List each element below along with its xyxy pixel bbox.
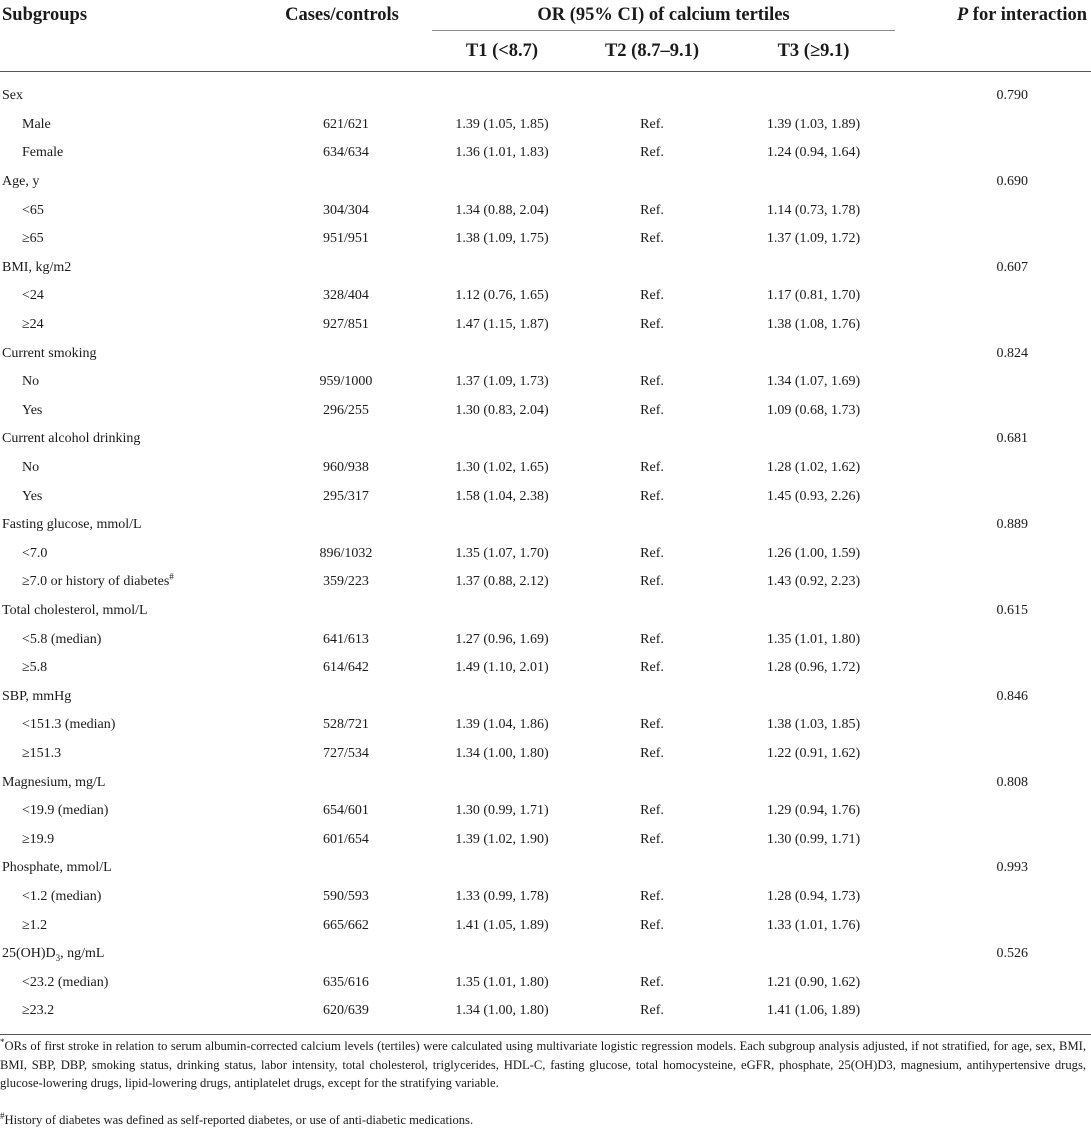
- cases-controls-cell: 960/938: [323, 460, 369, 476]
- t3-cell: 1.24 (0.94, 1.64): [766, 145, 861, 161]
- t3-cell: 1.17 (0.81, 1.70): [766, 288, 861, 304]
- subgroup-label-text: ≥1.2: [22, 917, 48, 933]
- header-cases-controls: Cases/controls: [285, 4, 399, 25]
- subgroup-label-text: Male: [22, 116, 51, 132]
- cases-controls-cell: 927/851: [323, 317, 369, 333]
- cases-controls-cell: [260, 511, 432, 540]
- t2-cell: Ref.: [640, 660, 664, 676]
- p-interaction-cell: [895, 883, 1091, 912]
- t1-cell: [432, 854, 572, 883]
- p-interaction-cell: [895, 968, 1091, 997]
- t3-cell: 1.21 (0.90, 1.62): [766, 974, 861, 990]
- p-interaction-cell: 0.790: [996, 88, 1029, 104]
- group-label-text: 25(OH)D: [2, 946, 56, 962]
- cases-controls-cell: 528/721: [323, 717, 369, 733]
- t1-cell: [432, 339, 572, 368]
- cases-controls-cell: 959/1000: [319, 374, 373, 390]
- p-interaction-cell: [895, 225, 1091, 254]
- t2-cell: [572, 254, 732, 283]
- p-interaction-cell: 0.824: [996, 345, 1029, 361]
- group-label-text: Fasting glucose, mmol/L: [2, 517, 142, 533]
- group-label-text: BMI, kg/m2: [2, 259, 72, 275]
- t1-cell: 1.30 (1.02, 1.65): [455, 460, 549, 476]
- t3-cell: [732, 768, 895, 797]
- t1-cell: 1.37 (0.88, 2.12): [455, 574, 549, 590]
- subgroup-label: [0, 740, 260, 769]
- subgroup-label: [0, 368, 260, 397]
- subgroup-row: [0, 568, 1091, 597]
- t3-cell: 1.39 (1.03, 1.89): [766, 116, 861, 132]
- p-interaction-cell: [895, 625, 1091, 654]
- cases-controls-cell: 601/654: [323, 831, 369, 847]
- header-t2: T2 (8.7–9.1): [604, 40, 700, 61]
- subgroup-row: [0, 997, 1091, 1026]
- subgroup-row: [0, 711, 1091, 740]
- subgroup-row: [0, 883, 1091, 912]
- cases-controls-cell: 634/634: [323, 145, 369, 161]
- group-label-tail: , ng/mL: [60, 946, 105, 962]
- group-row: [0, 254, 1091, 283]
- cases-controls-cell: 727/534: [323, 745, 369, 761]
- group-label: [0, 940, 260, 969]
- t3-cell: 1.34 (1.07, 1.69): [766, 374, 861, 390]
- subgroup-label: [0, 711, 260, 740]
- cases-controls-cell: [260, 168, 432, 197]
- t3-cell: [732, 511, 895, 540]
- subgroup-label-text: Female: [22, 145, 64, 161]
- subgroup-label: [0, 397, 260, 426]
- t2-cell: Ref.: [640, 374, 664, 390]
- subgroup-row: [0, 825, 1091, 854]
- p-interaction-cell: 0.889: [996, 517, 1029, 533]
- t1-cell: [432, 511, 572, 540]
- subgroup-label-text: <1.2 (median): [22, 888, 102, 904]
- t2-cell: Ref.: [640, 231, 664, 247]
- group-row: [0, 82, 1091, 111]
- group-label-text: Magnesium, mg/L: [2, 774, 106, 790]
- p-interaction-cell: [895, 311, 1091, 340]
- p-interaction-cell: [895, 540, 1091, 569]
- group-label-text: Sex: [2, 88, 23, 104]
- subgroup-label: [0, 311, 260, 340]
- t1-cell: 1.34 (1.00, 1.80): [455, 745, 549, 761]
- t3-cell: [732, 82, 895, 111]
- group-label: [0, 682, 260, 711]
- t2-cell: [572, 425, 732, 454]
- p-interaction-cell: 0.681: [996, 431, 1029, 447]
- subgroup-row: [0, 454, 1091, 483]
- t1-cell: 1.35 (1.01, 1.80): [455, 974, 549, 990]
- cases-controls-cell: 296/255: [323, 402, 369, 418]
- subgroup-label: [0, 282, 260, 311]
- subgroup-label-text: Yes: [22, 402, 43, 418]
- p-interaction-cell: [895, 368, 1091, 397]
- cases-controls-cell: 295/317: [323, 488, 369, 504]
- t3-cell: [732, 597, 895, 626]
- t1-cell: 1.34 (0.88, 2.04): [455, 202, 549, 218]
- header-p-rest: for interaction: [968, 4, 1088, 25]
- table-body: [0, 82, 1091, 1026]
- group-row: [0, 168, 1091, 197]
- subgroup-row: [0, 654, 1091, 683]
- p-interaction-cell: [895, 825, 1091, 854]
- t1-cell: [432, 682, 572, 711]
- subgroup-row: [0, 968, 1091, 997]
- group-label-subscript: 3: [55, 952, 61, 963]
- subgroup-label-text: <65: [22, 202, 44, 218]
- subgroup-label-text: No: [22, 374, 40, 390]
- t3-cell: [732, 168, 895, 197]
- subgroup-label-text: ≥19.9: [22, 831, 55, 847]
- group-label: [0, 254, 260, 283]
- subgroup-label: [0, 911, 260, 940]
- t2-cell: Ref.: [640, 574, 664, 590]
- cases-controls-cell: 620/639: [323, 1003, 369, 1019]
- subgroup-label-text: ≥65: [22, 231, 44, 247]
- cases-controls-cell: 304/304: [323, 202, 369, 218]
- t3-cell: 1.45 (0.93, 2.26): [766, 488, 861, 504]
- cases-controls-cell: 951/951: [323, 231, 369, 247]
- t2-cell: Ref.: [640, 488, 664, 504]
- subgroup-row: [0, 625, 1091, 654]
- p-interaction-cell: [895, 454, 1091, 483]
- t1-cell: 1.49 (1.10, 2.01): [455, 660, 549, 676]
- t3-cell: 1.38 (1.08, 1.76): [766, 317, 861, 333]
- subgroup-label-text: ≥24: [22, 317, 44, 333]
- subgroup-label-text: ≥151.3: [22, 745, 62, 761]
- t3-cell: 1.38 (1.03, 1.85): [766, 717, 861, 733]
- header-p-interaction: [895, 0, 1091, 31]
- subgroup-label: [0, 111, 260, 140]
- t2-cell: Ref.: [640, 545, 664, 561]
- t2-cell: Ref.: [640, 831, 664, 847]
- header-t3: T3 (≥9.1): [777, 40, 850, 61]
- cases-controls-cell: [260, 682, 432, 711]
- t2-cell: [572, 339, 732, 368]
- p-interaction-cell: [895, 111, 1091, 140]
- p-interaction-cell: [895, 797, 1091, 826]
- t3-cell: [732, 254, 895, 283]
- cases-controls-cell: [260, 768, 432, 797]
- subgroup-label: [0, 625, 260, 654]
- group-row: [0, 511, 1091, 540]
- group-label: [0, 768, 260, 797]
- t1-cell: [432, 425, 572, 454]
- footnote-adjustment: [0, 1037, 1086, 1093]
- cases-controls-cell: 635/616: [323, 974, 369, 990]
- subgroup-label-text: <5.8 (median): [22, 631, 102, 647]
- cases-controls-cell: [260, 940, 432, 969]
- t1-cell: 1.12 (0.76, 1.65): [455, 288, 549, 304]
- t1-cell: 1.39 (1.04, 1.86): [455, 717, 549, 733]
- cases-controls-cell: [260, 854, 432, 883]
- t3-cell: 1.30 (0.99, 1.71): [766, 831, 861, 847]
- cases-controls-cell: [260, 425, 432, 454]
- subgroup-label-text: <19.9 (median): [22, 803, 109, 819]
- group-row: [0, 854, 1091, 883]
- subgroup-row: [0, 397, 1091, 426]
- subgroup-label: [0, 997, 260, 1026]
- group-label-text: Current alcohol drinking: [2, 431, 141, 447]
- t2-cell: Ref.: [640, 974, 664, 990]
- p-interaction-cell: [895, 397, 1091, 426]
- p-interaction-cell: [895, 911, 1091, 940]
- subgroup-label: [0, 225, 260, 254]
- cases-controls-cell: 590/593: [323, 888, 369, 904]
- subgroup-label: [0, 883, 260, 912]
- group-row: [0, 940, 1091, 969]
- t2-cell: Ref.: [640, 745, 664, 761]
- t2-cell: [572, 854, 732, 883]
- t1-cell: 1.41 (1.05, 1.89): [455, 917, 549, 933]
- subgroup-label-text: <151.3 (median): [22, 717, 116, 733]
- t2-cell: Ref.: [640, 803, 664, 819]
- t2-cell: Ref.: [640, 717, 664, 733]
- t1-cell: 1.39 (1.02, 1.90): [455, 831, 549, 847]
- t1-cell: [432, 168, 572, 197]
- cases-controls-cell: 621/621: [323, 116, 369, 132]
- subgroup-label-text: <24: [22, 288, 44, 304]
- t2-cell: [572, 768, 732, 797]
- table-header: [0, 0, 1091, 82]
- cases-controls-cell: 328/404: [323, 288, 369, 304]
- p-interaction-cell: [895, 740, 1091, 769]
- footnote-mark: #: [169, 571, 174, 582]
- t3-cell: 1.37 (1.09, 1.72): [766, 231, 861, 247]
- subgroup-row: [0, 111, 1091, 140]
- p-interaction-cell: [895, 482, 1091, 511]
- t2-cell: Ref.: [640, 888, 664, 904]
- p-interaction-cell: 0.690: [996, 174, 1029, 190]
- t2-cell: Ref.: [640, 631, 664, 647]
- subgroup-row: [0, 482, 1091, 511]
- t2-cell: Ref.: [640, 1003, 664, 1019]
- t2-cell: Ref.: [640, 116, 664, 132]
- t2-cell: [572, 168, 732, 197]
- p-interaction-cell: [895, 282, 1091, 311]
- group-label-text: Phosphate, mmol/L: [2, 860, 112, 876]
- cases-controls-cell: 654/601: [323, 803, 369, 819]
- header-subgroups: Subgroups: [2, 4, 88, 25]
- subgroup-label: [0, 454, 260, 483]
- p-interaction-cell: [895, 997, 1091, 1026]
- t1-cell: 1.47 (1.15, 1.87): [455, 317, 549, 333]
- p-interaction-cell: [895, 196, 1091, 225]
- subgroup-label-text: <23.2 (median): [22, 974, 109, 990]
- subgroup-label: [0, 482, 260, 511]
- p-interaction-cell: 0.607: [996, 259, 1029, 275]
- t2-cell: Ref.: [640, 145, 664, 161]
- t1-cell: [432, 768, 572, 797]
- group-label: [0, 339, 260, 368]
- t3-cell: 1.09 (0.68, 1.73): [766, 402, 861, 418]
- t1-cell: 1.58 (1.04, 2.38): [455, 488, 549, 504]
- group-label-text: Current smoking: [2, 345, 97, 361]
- t3-cell: 1.41 (1.06, 1.89): [766, 1003, 861, 1019]
- subgroup-label: [0, 540, 260, 569]
- cases-controls-cell: 614/642: [323, 660, 369, 676]
- subgroup-label: [0, 568, 260, 597]
- group-row: [0, 768, 1091, 797]
- p-interaction-cell: 0.993: [996, 860, 1029, 876]
- cases-controls-cell: 896/1032: [319, 545, 373, 561]
- subgroup-label-text: No: [22, 460, 40, 476]
- p-interaction-cell: 0.526: [996, 946, 1029, 962]
- group-label: [0, 425, 260, 454]
- t2-cell: [572, 511, 732, 540]
- p-interaction-cell: [895, 568, 1091, 597]
- cases-controls-cell: [260, 82, 432, 111]
- t2-cell: Ref.: [640, 402, 664, 418]
- group-label-text: Age, y: [2, 174, 40, 190]
- t3-cell: [732, 854, 895, 883]
- t1-cell: [432, 254, 572, 283]
- subgroup-label: [0, 825, 260, 854]
- footnote-diabetes: [0, 1111, 1086, 1130]
- subgroup-label-text: ≥23.2: [22, 1003, 55, 1019]
- t1-cell: 1.38 (1.09, 1.75): [455, 231, 549, 247]
- t1-cell: 1.36 (1.01, 1.83): [455, 145, 549, 161]
- group-row: [0, 425, 1091, 454]
- p-interaction-cell: [895, 711, 1091, 740]
- group-label-text: Total cholesterol, mmol/L: [2, 602, 148, 618]
- subgroup-row: [0, 911, 1091, 940]
- subgroup-row: [0, 225, 1091, 254]
- group-label: [0, 511, 260, 540]
- subgroup-row: [0, 368, 1091, 397]
- subgroup-label: [0, 139, 260, 168]
- p-interaction-cell: [895, 139, 1091, 168]
- cases-controls-cell: [260, 254, 432, 283]
- t1-cell: [432, 597, 572, 626]
- subgroup-label-text: Yes: [22, 488, 43, 504]
- subgroup-row: [0, 540, 1091, 569]
- p-interaction-cell: 0.846: [996, 688, 1029, 704]
- t1-cell: [432, 82, 572, 111]
- t3-cell: 1.22 (0.91, 1.62): [766, 745, 861, 761]
- subgroup-row: [0, 139, 1091, 168]
- p-interaction-cell: 0.808: [996, 774, 1029, 790]
- group-label: [0, 854, 260, 883]
- header-t1: T1 (<8.7): [465, 40, 539, 61]
- header-or-group: OR (95% CI) of calcium tertiles: [432, 0, 895, 31]
- subgroup-label-text: ≥7.0 or history of diabetes: [22, 574, 170, 590]
- subgroup-row: [0, 196, 1091, 225]
- t1-cell: 1.35 (1.07, 1.70): [455, 545, 549, 561]
- t3-cell: [732, 425, 895, 454]
- t2-cell: Ref.: [640, 202, 664, 218]
- subgroup-row: [0, 797, 1091, 826]
- t3-cell: 1.33 (1.01, 1.76): [766, 917, 861, 933]
- footnote-asterisk: *: [0, 1036, 5, 1047]
- cases-controls-cell: 641/613: [323, 631, 369, 647]
- t3-cell: 1.43 (0.92, 2.23): [766, 574, 861, 590]
- t1-cell: 1.34 (1.00, 1.80): [455, 1003, 549, 1019]
- subgroup-label-text: ≥5.8: [22, 660, 48, 676]
- t3-cell: 1.14 (0.73, 1.78): [766, 202, 861, 218]
- t2-cell: [572, 597, 732, 626]
- t3-cell: 1.29 (0.94, 1.76): [766, 803, 861, 819]
- t2-cell: [572, 682, 732, 711]
- t2-cell: [572, 82, 732, 111]
- group-row: [0, 597, 1091, 626]
- footnote-adjustment-text: ORs of first stroke in relation to serum albumin-corrected calcium levels (tertiles) were calculated using multivariate logistic regression models. Each subgroup analysis adjusted, if not stratified, for age, sex, BMI, BMI, SBP, DBP, smoking status, drinking status, labor intensity, total cholesterol, triglycerides, HDL-C, fasting glucose, total homocysteine, eGFR, phosphate, 25(OH)D3, magnesium, antihypertensive drugs, glucose-lowering drugs, lipid-lowering drugs, antiplatelet drugs, except for the stratifying variable.: [0, 1039, 1086, 1090]
- group-row: [0, 682, 1091, 711]
- group-label-text: SBP, mmHg: [2, 688, 72, 704]
- group-label: [0, 82, 260, 111]
- t1-cell: 1.30 (0.83, 2.04): [455, 402, 549, 418]
- t2-cell: Ref.: [640, 317, 664, 333]
- cases-controls-cell: 359/223: [323, 574, 369, 590]
- t2-cell: Ref.: [640, 917, 664, 933]
- t3-cell: 1.26 (1.00, 1.59): [766, 545, 861, 561]
- footnote-hash: #: [0, 1110, 5, 1121]
- subgroup-row: [0, 282, 1091, 311]
- group-label: [0, 168, 260, 197]
- cases-controls-cell: [260, 339, 432, 368]
- t2-cell: [572, 940, 732, 969]
- t3-cell: [732, 339, 895, 368]
- footnote-diabetes-text: History of diabetes was defined as self-reported diabetes, or use of anti-diabetic medications.: [4, 1113, 474, 1127]
- subgroup-label: [0, 196, 260, 225]
- p-interaction-cell: 0.615: [996, 602, 1029, 618]
- cases-controls-cell: 665/662: [323, 917, 369, 933]
- t1-cell: [432, 940, 572, 969]
- subgroup-label: [0, 654, 260, 683]
- t3-cell: [732, 940, 895, 969]
- t3-cell: 1.28 (0.94, 1.73): [766, 888, 861, 904]
- t1-cell: 1.27 (0.96, 1.69): [455, 631, 549, 647]
- p-interaction-cell: [895, 654, 1091, 683]
- header-p-letter: P: [956, 4, 969, 25]
- t2-cell: Ref.: [640, 288, 664, 304]
- subgroup-row: [0, 740, 1091, 769]
- t1-cell: 1.39 (1.05, 1.85): [455, 116, 549, 132]
- t1-cell: 1.33 (0.99, 1.78): [455, 888, 549, 904]
- subgroup-label: [0, 968, 260, 997]
- group-row: [0, 339, 1091, 368]
- t3-cell: 1.28 (0.96, 1.72): [766, 660, 861, 676]
- t3-cell: 1.28 (1.02, 1.62): [766, 460, 861, 476]
- bottom-rule: [0, 1026, 1091, 1035]
- t3-cell: 1.35 (1.01, 1.80): [766, 631, 861, 647]
- subgroup-row: [0, 311, 1091, 340]
- subgroup-label: [0, 797, 260, 826]
- t1-cell: 1.30 (0.99, 1.71): [455, 803, 549, 819]
- t2-cell: Ref.: [640, 460, 664, 476]
- t1-cell: 1.37 (1.09, 1.73): [455, 374, 549, 390]
- group-label: [0, 597, 260, 626]
- t3-cell: [732, 682, 895, 711]
- subgroup-label-text: <7.0: [22, 545, 48, 561]
- cases-controls-cell: [260, 597, 432, 626]
